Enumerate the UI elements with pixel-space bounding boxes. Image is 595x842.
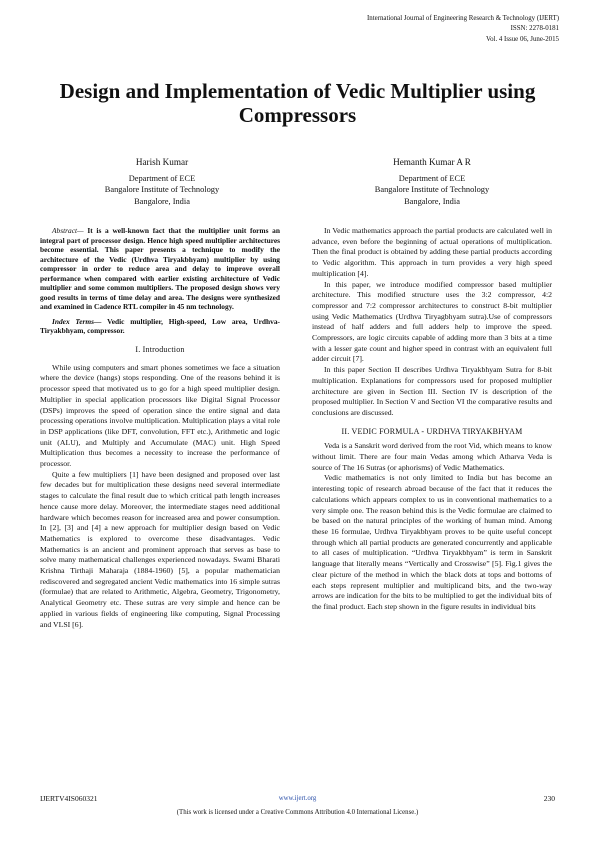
section-heading-introduction: I. Introduction <box>135 345 185 355</box>
author-location: Bangalore, India <box>134 196 190 206</box>
author-name: Harish Kumar <box>135 157 189 167</box>
abstract-label: Abstract— <box>52 226 84 235</box>
page-number: 230 <box>543 794 555 803</box>
index-terms-text: Vedic multiplier, High-speed, Low area, Urdhva-Tiryakbhyam, compressor. <box>40 316 280 336</box>
paper-title: Design and Implementation of Vedic Multiplier using Compressors <box>59 79 536 127</box>
paragraph: Quite a few multipliers [1] have been designed and proposed over last few decades but for multiplication these designs need several intermediate stages to calculate the final result due to which critical path length increases hence cause more delay. Moreover, the intermediate stages need additional hardware which becomes reason for increased area and power consumption. In [2], [3] and [4] a new approach for multiplier design based on Vedic Mathematics is explored to overcome these disadvantages. Vedic Mathematics is an ancient and prominent approach that serves as base to solve many mathematical challenges experienced nowadays. Swami Bharati Krishna Tirthaji Maharaja (1884-1960) [5], a popular mathematician rediscovered and segregated ancient Vedic mathematics into 16 simple sutras (formulae) that are related to Arithmetic, Algebra, Geometry, Trigonometry, Analytical Geometry etc. These sutras are very simple and hence can be applied in various fields of engineering like computing, Signal Processing and VLSI [6]. <box>40 469 280 629</box>
left-column <box>40 226 280 630</box>
author-block-2 <box>322 157 542 207</box>
paragraph: In this paper Section II describes Urdhva Tiryakbhyam Sutra for 8-bit multiplication. Explanations for compressors used for proposed multiplier architecture are given in Section III. Section IV is description of the proposed multiplier. In Section V and Section VI the comparative results and conclusions are discussed. <box>312 365 552 417</box>
author-institution: Bangalore Institute of Technology <box>104 185 220 195</box>
abstract-text: It is a well-known fact that the multiplier unit forms an integral part of processor design. Hence high speed multiplier architectures become essential. This paper presents a technique to modify the architecture of the Vedic (Urdhva Tiryakbhyam) multiplier by using compressor in order to reduce area and delay to improve overall performance when compared with earlier existing architecture of Vedic multiplier and some common multipliers. The proposed design shows very good results in terms of time delay and area. The designs were synthesized and examined in Cadence RTL compiler in 45 nm technology. <box>40 226 280 312</box>
index-terms-label: Index Terms— <box>52 316 102 326</box>
section-heading-vedic-formula: II. VEDIC FORMULA - URDHVA TIRYAKBHYAM <box>341 426 523 436</box>
author-block-1 <box>52 157 272 207</box>
index-terms <box>40 317 280 336</box>
paragraph: Vedic mathematics is not only limited to India but has become an interesting topic of research abroad because of the fact that it reduces the calculations which appears complex to us in conventional mathematics to a very simple one. The reason behind this is the Vedic formulae are claimed to be based on the natural principles of the working of human mind. Among these 16 formulae, Urdhva Tiryakbhyam proves to be quite useful concept through which all partial products are generated concurrently and applicable to all cases of multiplication. “Urdhva Tiryakbhyam” is term in Sanskrit language that literally means “Vertically and Crosswise” [5]. Fig.1 gives the clear picture of the method in which the black dots at tops and bottoms of each steps represent multiplier and multiplicand bits, and the two-way arrows are indication for the bits to be multiplied to get the individual bits of the final product. Each step shown in the figure results in individual bits <box>312 473 552 611</box>
author-name: Hemanth Kumar A R <box>393 157 471 167</box>
paragraph: In this paper, we introduce modified compressor based multiplier architecture. This modified structure uses the 3:2 compressor, 4:2 compressor and 7:2 compressor architectures to construct 8-bit multiplier using Vedic Mathematics (Urdhva Tiryagbhyam sutra).Use of compressors instead of half adders and full adders help to improve the speed. Compressors, are logic circuits capable of adding more than 3 bits at a time with a lesser gate count and higher speed in contrast with an equivalent full adder circuit [7]. <box>312 279 552 364</box>
author-department: Department of ECE <box>398 174 466 184</box>
journal-issn: ISSN: 2278-0181 <box>510 25 559 33</box>
journal-name: International Journal of Engineering Research & Technology (IJERT) <box>366 15 559 22</box>
abstract <box>40 226 280 312</box>
author-institution: Bangalore Institute of Technology <box>374 185 490 195</box>
paper-id: IJERTV4IS060321 <box>40 794 98 803</box>
journal-header <box>367 14 559 45</box>
paragraph: While using computers and smart phones sometimes we face a situation where the device (hangs) stops responding. One of the reasons behind it is processor speed that motivated us to go for a high speed multiplier design. Multiplier in special application processors like Digital Signal Processor (DSPs) improves the speed of operation since the entire signal and data processing operations involve multiplication. Multiplication plays a vital role in DSP applications (like DFT, convolution, FFT etc.), Arithmetic and logic unit (ALU), and Multiply and Accumulate (MAC) unit. High Speed Multiplication thus becomes a necessity to increase the performance of processor. <box>40 362 280 469</box>
right-column <box>312 226 552 613</box>
paragraph: In Vedic mathematics approach the partial products are calculated well in advance, even before the beginning of actual operations of multiplication. Then the final product is obtained by adding these partial products according to Vedic algorithm. This approach in turn provides a very high speed multiplication [4]. <box>312 226 552 278</box>
author-department: Department of ECE <box>128 174 196 184</box>
author-location: Bangalore, India <box>404 196 460 206</box>
journal-volume: Vol. 4 Issue 06, June-2015 <box>486 35 559 43</box>
journal-url[interactable]: www.ijert.org <box>278 795 317 802</box>
license-note: (This work is licensed under a Creative Commons Attribution 4.0 International License.) <box>176 809 419 816</box>
paragraph: Veda is a Sanskrit word derived from the root Vid, which means to know without limit. There are four main Vedas among which Atharva Veda is source of The 16 Sutras (or aphorisms) of Vedic Mathematics. <box>312 441 552 472</box>
